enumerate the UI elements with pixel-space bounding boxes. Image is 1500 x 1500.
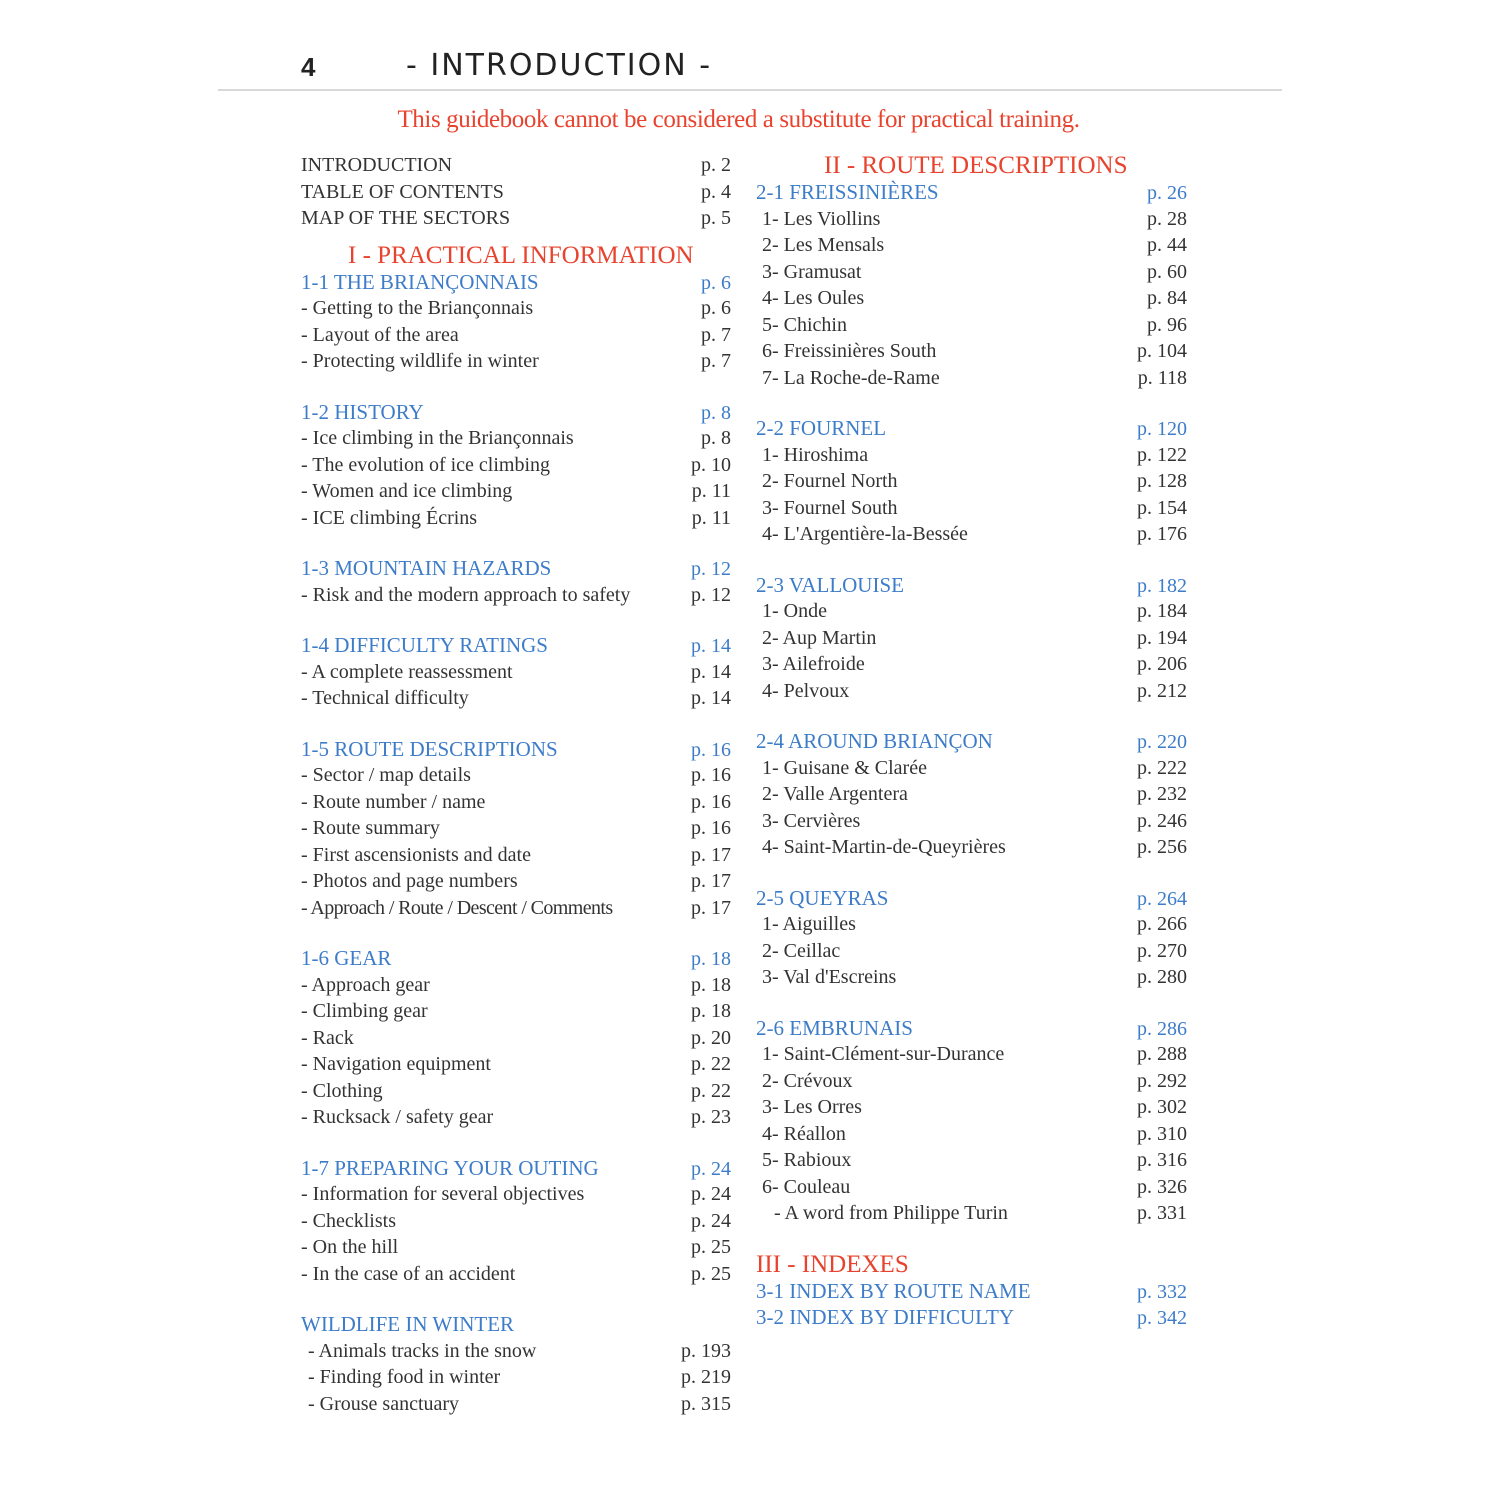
toc-section-title: 1-2 HISTORY bbox=[301, 399, 424, 424]
toc-entry[interactable] bbox=[756, 1174, 1187, 1201]
toc-entry[interactable] bbox=[756, 1121, 1187, 1148]
toc-entry-page: p. 212 bbox=[1137, 679, 1187, 702]
toc-section-page: p. 18 bbox=[691, 948, 731, 970]
toc-entry-page: p. 310 bbox=[1137, 1122, 1187, 1145]
toc-entry-page: p. 315 bbox=[681, 1392, 731, 1415]
toc-entry-page: p. 96 bbox=[1147, 313, 1187, 336]
toc-entry-label: INTRODUCTION bbox=[301, 154, 453, 176]
toc-entry-page: p. 104 bbox=[1137, 340, 1187, 362]
header-divider bbox=[218, 89, 1282, 91]
toc-entry-label: - Layout of the area bbox=[301, 323, 459, 346]
toc-entry-page: p. 24 bbox=[691, 1209, 731, 1232]
toc-right-column bbox=[756, 152, 1187, 1331]
toc-entry-label: - Clothing bbox=[301, 1079, 383, 1102]
toc-entry-page: p. 8 bbox=[701, 427, 731, 449]
toc-entry-page: p. 280 bbox=[1137, 966, 1187, 988]
toc-entry-label: 1- Hiroshima bbox=[762, 443, 869, 466]
toc-entry[interactable] bbox=[301, 348, 731, 375]
toc-entry-label: - Women and ice climbing bbox=[301, 480, 513, 502]
toc-entry[interactable] bbox=[756, 468, 1187, 495]
toc-entry[interactable] bbox=[756, 338, 1187, 365]
toc-entry-page: p. 14 bbox=[691, 660, 731, 683]
toc-entry[interactable] bbox=[301, 1078, 731, 1105]
toc-entry-label: 5- Chichin bbox=[762, 313, 847, 336]
toc-entry[interactable] bbox=[301, 425, 731, 452]
toc-entry[interactable] bbox=[756, 781, 1187, 808]
toc-entry-page: p. 176 bbox=[1137, 523, 1187, 545]
toc-entry-page: p. 316 bbox=[1137, 1149, 1187, 1171]
toc-entry-label: - Photos and page numbers bbox=[301, 870, 518, 892]
toc-entry-label: - Rucksack / safety gear bbox=[301, 1106, 494, 1128]
toc-entry[interactable] bbox=[301, 1208, 731, 1235]
toc-entry-label: 4- Réallon bbox=[762, 1122, 846, 1145]
toc-entry[interactable] bbox=[756, 259, 1187, 286]
toc-entry[interactable] bbox=[756, 625, 1187, 652]
toc-section-title: 1-6 GEAR bbox=[301, 946, 392, 970]
toc-entry-page: p. 193 bbox=[681, 1339, 731, 1362]
toc-entry[interactable] bbox=[301, 1364, 731, 1391]
toc-entry-page: p. 23 bbox=[691, 1106, 731, 1128]
toc-entry-label: 4- L'Argentière-la-Bessée bbox=[762, 523, 968, 545]
toc-entry-page: p. 17 bbox=[691, 896, 731, 919]
disclaimer: This guidebook cannot be considered a substitute for practical training. bbox=[397, 106, 1080, 133]
toc-section[interactable] bbox=[756, 728, 1187, 755]
toc-entry-label: 3- Val d'Escreins bbox=[762, 966, 897, 988]
toc-entry-label: - Ice climbing in the Briançonnais bbox=[301, 427, 574, 449]
toc-entry[interactable] bbox=[301, 895, 731, 922]
toc-entry-label: - Route number / name bbox=[301, 790, 486, 813]
toc-entry-label: 6- Freissinières South bbox=[762, 340, 937, 362]
toc-entry-page: p. 4 bbox=[701, 180, 731, 203]
toc-section-title: 2-3 VALLOUISE bbox=[756, 572, 904, 597]
toc-entry-page: p. 7 bbox=[701, 350, 731, 372]
toc-entry-label: 1- Saint-Clément-sur-Durance bbox=[762, 1043, 1005, 1065]
toc-entry[interactable] bbox=[301, 789, 731, 816]
toc-entry-label: - ICE climbing Écrins bbox=[301, 506, 478, 529]
part-title-indexes: III - INDEXES bbox=[756, 1250, 909, 1278]
toc-entry[interactable] bbox=[756, 365, 1187, 392]
toc-entry-page: p. 326 bbox=[1137, 1175, 1187, 1198]
toc-entry-label: - Finding food in winter bbox=[308, 1366, 501, 1388]
toc-entry[interactable] bbox=[756, 911, 1187, 938]
toc-entry[interactable] bbox=[756, 678, 1187, 705]
toc-entry-page: p. 154 bbox=[1137, 496, 1187, 519]
toc-entry-label: 4- Pelvoux bbox=[762, 679, 850, 702]
toc-entry-page: p. 28 bbox=[1147, 207, 1187, 230]
toc-entry-label: 2- Valle Argentera bbox=[762, 783, 908, 805]
toc-entry-label: - Risk and the modern approach to safety bbox=[301, 583, 631, 606]
toc-entry-label: - Technical difficulty bbox=[301, 687, 469, 709]
toc-section-page: p. 286 bbox=[1137, 1017, 1187, 1040]
toc-entry-label: - Approach gear bbox=[301, 973, 430, 996]
toc-section-page: p. 26 bbox=[1147, 182, 1187, 204]
toc-entry-page: p. 256 bbox=[1137, 836, 1187, 858]
toc-section-page: p. 12 bbox=[691, 558, 731, 580]
toc-entry-label: 4- Saint-Martin-de-Queyrières bbox=[762, 836, 1006, 858]
toc-entry-page: p. 292 bbox=[1137, 1069, 1187, 1092]
toc-entry[interactable] bbox=[301, 1025, 731, 1052]
toc-entry[interactable] bbox=[301, 998, 731, 1025]
toc-entry-label: - Grouse sanctuary bbox=[308, 1392, 460, 1415]
toc-entry-page: p. 302 bbox=[1137, 1096, 1187, 1118]
toc-section-title: WILDLIFE IN WINTER bbox=[301, 1312, 515, 1336]
toc-entry[interactable] bbox=[301, 1261, 731, 1288]
toc-section[interactable] bbox=[301, 269, 731, 296]
toc-entry[interactable] bbox=[756, 521, 1187, 548]
toc-entry-label: 1- Onde bbox=[762, 600, 827, 622]
toc-entry-page: p. 288 bbox=[1137, 1043, 1187, 1065]
toc-entry-page: p. 128 bbox=[1137, 470, 1187, 492]
toc-section-title: 1-5 ROUTE DESCRIPTIONS bbox=[301, 736, 558, 761]
toc-entry[interactable] bbox=[756, 1147, 1187, 1174]
toc-entry[interactable] bbox=[756, 1041, 1187, 1068]
toc-entry-page: p. 122 bbox=[1137, 443, 1187, 466]
toc-section[interactable] bbox=[301, 399, 731, 426]
toc-entry-label: 3- Ailefroide bbox=[762, 653, 865, 675]
toc-section-page: p. 6 bbox=[701, 271, 731, 294]
toc-entry[interactable] bbox=[301, 582, 731, 609]
toc-entry-label: 2- Ceillac bbox=[762, 939, 841, 962]
toc-entry[interactable] bbox=[756, 834, 1187, 861]
toc-left-column bbox=[301, 152, 731, 1417]
toc-entry[interactable] bbox=[756, 495, 1187, 522]
toc-entry-label: MAP OF THE SECTORS bbox=[301, 207, 511, 229]
toc-entry[interactable] bbox=[756, 1068, 1187, 1095]
toc-entry-label: 1- Guisane & Clarée bbox=[762, 756, 927, 779]
toc-entry-page: p. 194 bbox=[1137, 626, 1187, 649]
toc-entry-label: 3- Gramusat bbox=[762, 260, 862, 283]
toc-entry-label: 4- Les Oules bbox=[762, 287, 865, 309]
toc-section-title: 2-6 EMBRUNAIS bbox=[756, 1015, 913, 1040]
toc-section-title: 1-1 THE BRIANÇONNAIS bbox=[301, 269, 539, 294]
toc-entry-label: - On the hill bbox=[301, 1236, 399, 1258]
toc-section-title: 2-5 QUEYRAS bbox=[756, 885, 889, 910]
toc-entry[interactable] bbox=[301, 762, 731, 789]
toc-entry-page: p. 184 bbox=[1137, 600, 1187, 622]
toc-entry[interactable] bbox=[756, 808, 1187, 835]
toc-section-title: 1-4 DIFFICULTY RATINGS bbox=[301, 633, 548, 657]
toc-entry-label: - Protecting wildlife in winter bbox=[301, 350, 539, 372]
toc-entry-page: p. 266 bbox=[1137, 913, 1187, 935]
toc-section[interactable] bbox=[301, 555, 731, 582]
toc-entry-page: p. 22 bbox=[691, 1053, 731, 1075]
toc-entry-label: - Information for several objectives bbox=[301, 1183, 585, 1205]
toc-section-page: p. 16 bbox=[691, 738, 731, 761]
toc-entry-page: p. 18 bbox=[691, 973, 731, 996]
toc-entry[interactable] bbox=[301, 685, 731, 712]
toc-section-title: 2-4 AROUND BRIANÇON bbox=[756, 729, 993, 753]
toc-entry-label: - Rack bbox=[301, 1026, 354, 1049]
toc-entry-page: p. 84 bbox=[1147, 287, 1187, 309]
toc-entry[interactable] bbox=[301, 842, 731, 869]
toc-entry[interactable] bbox=[301, 1234, 731, 1261]
toc-entry-page: p. 11 bbox=[691, 480, 731, 502]
toc-entry[interactable] bbox=[301, 1104, 731, 1131]
toc-entry-page: p. 246 bbox=[1137, 809, 1187, 832]
toc-entry-label: 5- Rabioux bbox=[762, 1149, 852, 1171]
toc-entry-page: p. 25 bbox=[691, 1262, 731, 1285]
toc-entry-page: p. 7 bbox=[701, 323, 731, 346]
toc-section[interactable] bbox=[756, 572, 1187, 599]
toc-section-page: p. 332 bbox=[1137, 1280, 1187, 1303]
toc-section-page: p. 120 bbox=[1137, 418, 1187, 440]
toc-entry[interactable] bbox=[301, 1338, 731, 1365]
toc-entry-label: - Route summary bbox=[301, 817, 440, 839]
page-header-title: - INTRODUCTION - bbox=[406, 48, 713, 83]
toc-entry-page: p. 17 bbox=[691, 843, 731, 866]
toc-section-title: 3-1 INDEX BY ROUTE NAME bbox=[756, 1278, 1031, 1303]
toc-section[interactable] bbox=[756, 1278, 1187, 1305]
toc-section[interactable] bbox=[301, 632, 731, 659]
toc-entry-label: 1- Aiguilles bbox=[762, 913, 856, 935]
toc-section-title: 1-7 PREPARING YOUR OUTING bbox=[301, 1155, 599, 1180]
toc-entry[interactable] bbox=[756, 285, 1187, 312]
toc-entry-label: - A complete reassessment bbox=[301, 660, 513, 683]
toc-section-page: p. 264 bbox=[1137, 887, 1187, 910]
toc-entry-page: p. 118 bbox=[1137, 366, 1187, 389]
toc-entry[interactable] bbox=[756, 206, 1187, 233]
toc-entry-label: 2- Aup Martin bbox=[762, 626, 877, 649]
toc-entry-page: p. 5 bbox=[701, 207, 731, 229]
toc-entry[interactable] bbox=[301, 179, 731, 206]
toc-section-page: p. 14 bbox=[691, 635, 731, 657]
toc-entry-page: p. 270 bbox=[1137, 939, 1187, 962]
toc-entry[interactable] bbox=[756, 651, 1187, 678]
toc-section-title: 3-2 INDEX BY DIFFICULTY bbox=[756, 1305, 1015, 1329]
page-number: 4 bbox=[301, 52, 316, 82]
toc-entry-label: 1- Les Viollins bbox=[762, 207, 881, 230]
toc-entry-page: p. 20 bbox=[691, 1026, 731, 1049]
toc-section-page: p. 182 bbox=[1137, 574, 1187, 597]
toc-entry-page: p. 16 bbox=[691, 790, 731, 813]
toc-section-page: p. 24 bbox=[691, 1157, 731, 1180]
toc-entry-label: - Navigation equipment bbox=[301, 1053, 491, 1075]
toc-entry-page: p. 60 bbox=[1147, 260, 1187, 283]
toc-section[interactable] bbox=[301, 736, 731, 763]
toc-entry-page: p. 16 bbox=[691, 817, 731, 839]
toc-section-title: 1-3 MOUNTAIN HAZARDS bbox=[301, 556, 552, 580]
toc-entry-label: TABLE OF CONTENTS bbox=[301, 180, 504, 203]
toc-entry[interactable] bbox=[756, 442, 1187, 469]
toc-entry-page: p. 14 bbox=[691, 687, 731, 709]
toc-entry[interactable] bbox=[301, 1051, 731, 1078]
toc-entry-page: p. 22 bbox=[691, 1079, 731, 1102]
toc-entry-label: - Sector / map details bbox=[301, 764, 471, 786]
toc-section[interactable] bbox=[756, 1015, 1187, 1042]
toc-entry-label: - The evolution of ice climbing bbox=[301, 453, 551, 476]
toc-entry-label: 3- Fournel South bbox=[762, 496, 898, 519]
toc-entry-page: p. 232 bbox=[1137, 783, 1187, 805]
toc-section[interactable] bbox=[301, 1155, 731, 1182]
toc-entry-label: - Climbing gear bbox=[301, 1000, 428, 1022]
toc-entry-page: p. 17 bbox=[691, 870, 731, 892]
toc-entry-page: p. 2 bbox=[701, 154, 731, 176]
part-title-practical-information: I - PRACTICAL INFORMATION bbox=[348, 241, 694, 269]
toc-section[interactable] bbox=[756, 179, 1187, 206]
toc-entry[interactable] bbox=[301, 452, 731, 479]
toc-entry-label: 6- Couleau bbox=[762, 1175, 851, 1198]
toc-entry[interactable] bbox=[756, 1094, 1187, 1121]
toc-entry[interactable] bbox=[301, 659, 731, 686]
toc-entry-page: p. 24 bbox=[691, 1183, 731, 1205]
toc-entry-page: p. 12 bbox=[691, 583, 731, 606]
toc-entry[interactable] bbox=[301, 868, 731, 895]
toc-entry-page: p. 331 bbox=[1137, 1202, 1187, 1224]
toc-entry[interactable] bbox=[301, 1391, 731, 1418]
toc-entry-page: p. 11 bbox=[691, 506, 731, 529]
toc-entry-label: 7- La Roche-de-Rame bbox=[762, 366, 940, 389]
toc-entry[interactable] bbox=[756, 598, 1187, 625]
toc-entry-page: p. 222 bbox=[1137, 756, 1187, 779]
toc-entry[interactable] bbox=[301, 505, 731, 532]
toc-entry-page: p. 25 bbox=[691, 1236, 731, 1258]
toc-entry[interactable] bbox=[301, 205, 731, 232]
toc-entry[interactable] bbox=[301, 322, 731, 349]
toc-section-page: p. 8 bbox=[701, 401, 731, 424]
toc-entry[interactable] bbox=[301, 152, 731, 179]
toc-entry[interactable] bbox=[756, 964, 1187, 991]
toc-entry[interactable] bbox=[756, 938, 1187, 965]
part-title-route-descriptions: II - ROUTE DESCRIPTIONS bbox=[824, 152, 1128, 179]
toc-section-title: 2-1 FREISSINIÈRES bbox=[756, 180, 939, 204]
toc-section-page: p. 220 bbox=[1137, 731, 1187, 753]
toc-entry-label: 3- Cervières bbox=[762, 809, 861, 832]
toc-section-page: p. 342 bbox=[1137, 1307, 1187, 1329]
toc-entry[interactable] bbox=[301, 815, 731, 842]
toc-section[interactable] bbox=[756, 1304, 1187, 1331]
toc-entry-label: - A word from Philippe Turin bbox=[774, 1202, 1008, 1224]
toc-entry[interactable] bbox=[756, 232, 1187, 259]
toc-entry-label: - Checklists bbox=[301, 1209, 396, 1232]
toc-entry-label: 2- Crévoux bbox=[762, 1069, 853, 1092]
toc-entry-page: p. 16 bbox=[691, 764, 731, 786]
toc-section-title: 2-2 FOURNEL bbox=[756, 416, 887, 440]
toc-section[interactable] bbox=[301, 1311, 731, 1338]
toc-entry-label: 2- Fournel North bbox=[762, 470, 898, 492]
toc-entry-label: - Getting to the Briançonnais bbox=[301, 297, 534, 319]
toc-entry[interactable] bbox=[756, 312, 1187, 339]
toc-entry-label: - First ascensionists and date bbox=[301, 843, 531, 866]
toc-section[interactable] bbox=[301, 945, 731, 972]
toc-entry[interactable] bbox=[301, 295, 731, 322]
toc-entry-page: p. 206 bbox=[1137, 653, 1187, 675]
toc-entry[interactable] bbox=[301, 1181, 731, 1208]
toc-entry-label: - Approach / Route / Descent / Comments bbox=[301, 896, 613, 919]
toc-entry-label: - In the case of an accident bbox=[301, 1262, 516, 1285]
toc-entry[interactable] bbox=[301, 972, 731, 999]
toc-entry-label: 3- Les Orres bbox=[762, 1096, 862, 1118]
toc-section[interactable] bbox=[756, 885, 1187, 912]
toc-entry-page: p. 6 bbox=[701, 297, 731, 319]
toc-entry-page: p. 18 bbox=[691, 1000, 731, 1022]
toc-entry-label: - Animals tracks in the snow bbox=[308, 1339, 537, 1362]
toc-entry[interactable] bbox=[756, 1200, 1187, 1227]
toc-entry-page: p. 44 bbox=[1147, 234, 1187, 256]
toc-entry[interactable] bbox=[301, 478, 731, 505]
toc-section[interactable] bbox=[756, 415, 1187, 442]
toc-entry-label: 2- Les Mensals bbox=[762, 234, 885, 256]
toc-entry-page: p. 10 bbox=[691, 453, 731, 476]
toc-entry-page: p. 219 bbox=[681, 1366, 731, 1388]
toc-entry[interactable] bbox=[756, 755, 1187, 782]
